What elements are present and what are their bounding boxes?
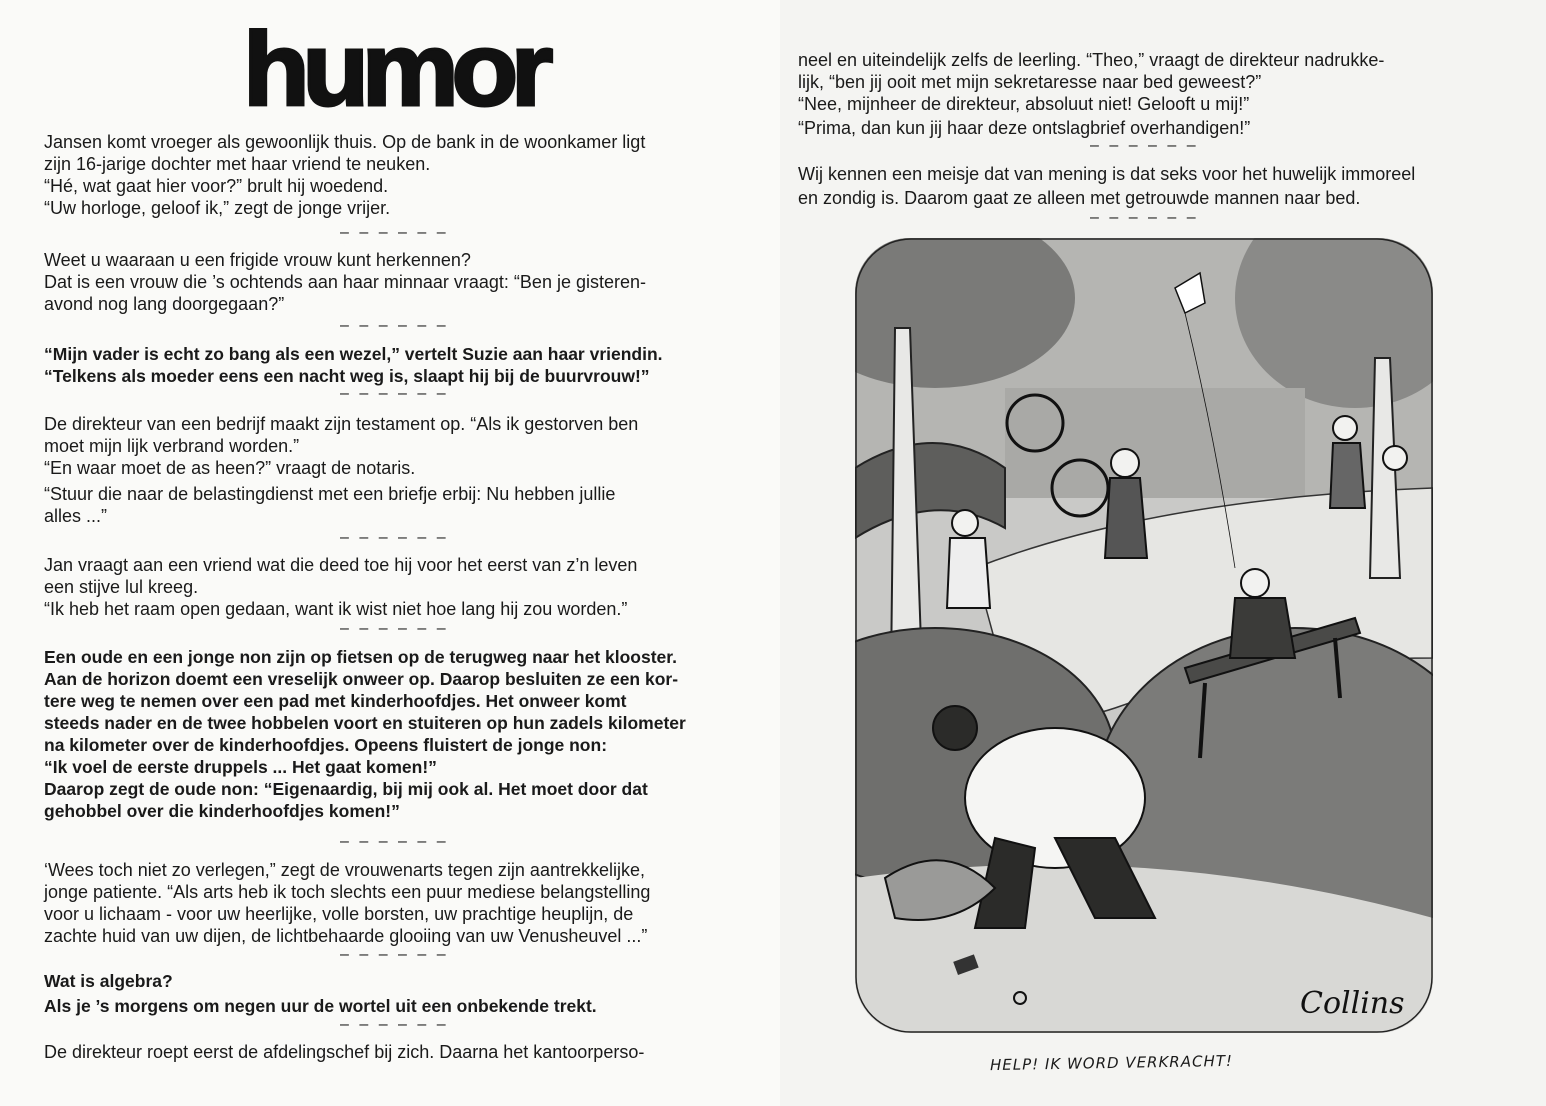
- text-line: “Uw horloge, geloof ik,” zegt de jonge vrijer.: [44, 198, 391, 218]
- text-line: Als je ’s morgens om negen uur de wortel uit een onbekende trekt.: [44, 996, 597, 1016]
- text-line: “Ik voel de eerste druppels ... Het gaat komen!”: [44, 757, 437, 777]
- separator: – – – – – –: [340, 385, 449, 402]
- joke-9-continued: [798, 49, 1384, 139]
- text-line: Weet u waaraan u een frigide vrouw kunt herkennen?: [44, 250, 471, 270]
- separator: – – – – – –: [340, 317, 449, 334]
- text-line: zachte huid van uw dijen, de lichtbehaarde glooiing van uw Venusheuvel ...”: [44, 926, 648, 946]
- text-line: zijn 16-jarige dochter met haar vriend te neuken.: [44, 154, 431, 174]
- text-line: avond nog lang doorgegaan?”: [44, 294, 285, 314]
- text-line: “Stuur die naar de belastingdienst met een briefje erbij: Nu hebben jullie: [44, 484, 616, 504]
- text-line: ‘Wees toch niet zo verlegen,” zegt de vrouwenarts tegen zijn aantrekkelijke,: [44, 860, 645, 880]
- joke-5: [44, 554, 637, 620]
- separator: – – – – – –: [340, 946, 449, 963]
- joke-6: [44, 646, 686, 822]
- text-line: Jan vraagt aan een vriend wat die deed toe hij voor het eerst van z’n leven: [44, 555, 638, 575]
- joke-2: [44, 249, 646, 315]
- text-line: Jansen komt vroeger als gewoonlijk thuis. Op de bank in de woonkamer ligt: [44, 132, 646, 152]
- cartoon-signature: Collins: [1300, 986, 1405, 1021]
- text-line: voor u lichaam - voor uw heerlijke, volle borsten, uw prachtige heuplijn, de: [44, 904, 634, 924]
- cartoon-illustration: [855, 238, 1433, 1033]
- text-line: steeds nader en de twee hobbelen voort en stuiteren op hun zadels kilometer: [44, 713, 686, 733]
- text-line: na kilometer over de kinderhoofdjes. Opeens fluistert de jonge non:: [44, 735, 608, 755]
- text-line: alles ...”: [44, 506, 108, 526]
- text-line: een stijve lul kreeg.: [44, 577, 199, 597]
- text-line: neel en uiteindelijk zelfs de leerling. “Theo,” vraagt de direkteur nadrukke-: [798, 50, 1385, 70]
- separator: – – – – – –: [340, 620, 449, 637]
- text-line: Een oude en een jonge non zijn op fietsen op de terugweg naar het klooster.: [44, 647, 677, 667]
- text-line: De direkteur roept eerst de afdelingschef bij zich. Daarna het kantoorperso-: [44, 1042, 645, 1062]
- separator: – – – – – –: [340, 529, 449, 546]
- text-line: lijk, “ben jij ooit met mijn sekretaresse naar bed geweest?”: [798, 72, 1262, 92]
- text-line: Wij kennen een meisje dat van mening is dat seks voor het huwelijk immoreel: [798, 164, 1416, 184]
- separator: – – – – – –: [1090, 137, 1199, 154]
- joke-7: [44, 859, 650, 947]
- text-line: Wat is algebra?: [44, 971, 173, 991]
- cartoon-caption: HELP! IK WORD VERKRACHT!: [989, 1051, 1234, 1075]
- joke-4: [44, 413, 638, 527]
- text-line: moet mijn lijk verbrand worden.”: [44, 436, 300, 456]
- text-line: tere weg te nemen over een pad met kinderhoofdjes. Het onweer komt: [44, 691, 627, 711]
- text-line: gehobbel over die kinderhoofdjes komen!”: [44, 801, 400, 821]
- text-line: Daarop zegt de oude non: “Eigenaardig, bij mij ook al. Het moet door dat: [44, 779, 648, 799]
- text-line: “Mijn vader is echt zo bang als een wezel,” vertelt Suzie aan haar vriendin.: [44, 344, 663, 364]
- text-line: “Ik heb het raam open gedaan, want ik wist niet hoe lang hij zou worden.”: [44, 599, 628, 619]
- text-line: “Prima, dan kun jij haar deze ontslagbrief overhandigen!”: [798, 118, 1251, 138]
- section-title: humor: [243, 12, 546, 128]
- text-line: Dat is een vrouw die ’s ochtends aan haar minnaar vraagt: “Ben je gisteren-: [44, 272, 646, 292]
- separator: – – – – – –: [340, 224, 449, 241]
- separator: – – – – – –: [340, 1016, 449, 1033]
- separator: – – – – – –: [340, 833, 449, 850]
- separator: – – – – – –: [1090, 209, 1199, 226]
- text-line: jonge patiente. “Als arts heb ik toch slechts een puur mediese belangstelling: [44, 882, 651, 902]
- joke-1: [44, 131, 645, 219]
- joke-9: [44, 1041, 644, 1063]
- text-line: “En waar moet de as heen?” vraagt de notaris.: [44, 458, 416, 478]
- text-line: “Nee, mijnheer de direkteur, absoluut niet! Gelooft u mij!”: [798, 94, 1250, 114]
- text-line: Aan de horizon doemt een vreselijk onweer op. Daarop besluiten ze een kor-: [44, 669, 679, 689]
- text-line: “Hé, wat gaat hier voor?” brult hij woedend.: [44, 176, 389, 196]
- text-line: De direkteur van een bedrijf maakt zijn testament op. “Als ik gestorven ben: [44, 414, 639, 434]
- text-line: “Telkens als moeder eens een nacht weg is, slaapt hij bij de buurvrouw!”: [44, 366, 650, 386]
- text-line: en zondig is. Daarom gaat ze alleen met getrouwde mannen naar bed.: [798, 188, 1361, 208]
- joke-3: [44, 343, 663, 387]
- joke-10: [798, 163, 1415, 209]
- joke-8: [44, 970, 597, 1017]
